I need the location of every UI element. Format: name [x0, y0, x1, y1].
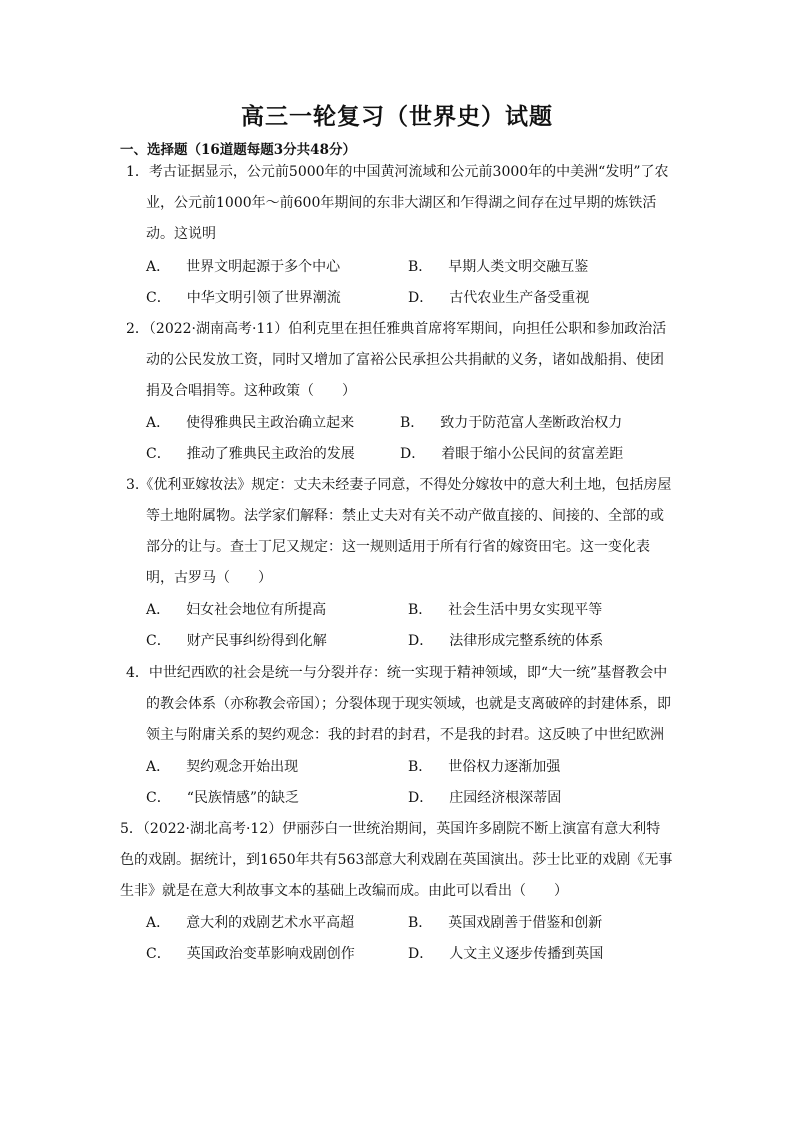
- option-c[interactable]: [146, 283, 341, 314]
- option-d[interactable]: [400, 439, 623, 470]
- option-text: 致力于防范富人垄断政治权力: [440, 415, 623, 431]
- option-d[interactable]: [408, 783, 561, 814]
- option-letter: C．: [146, 633, 171, 649]
- option-d[interactable]: [408, 939, 603, 970]
- question-1-stem: [126, 157, 674, 250]
- page-title: 高三一轮复习（世界史）试题: [241, 103, 553, 130]
- option-a[interactable]: [146, 408, 354, 439]
- option-text: 法律形成完整系统的体系: [449, 633, 604, 649]
- option-letter: C．: [146, 446, 171, 462]
- question-stem: 2．（2022·湖南高考·11）伯利克里在担任雅典首席将军期间，向担任公职和参加政治活动的公民发放工资，同时又增加了富裕公民承担公共捐献的义务，诸如战船捐、使团捐及合唱捐等。这种政策（ ）: [126, 321, 667, 399]
- option-text: 中华文明引领了世界潮流: [186, 290, 341, 306]
- option-b[interactable]: [408, 752, 560, 783]
- question-3-options: [146, 595, 706, 657]
- question-stem: 1．考古证据显示，公元前5000年的中国黄河流域和公元前3000年的中美洲“发明”了农业，公元前1000年～前600年期间的东非大湖区和乍得湖之间存在过早期的炼铁活动。这说明: [126, 164, 669, 242]
- option-text: 英国政治变革影响戏剧创作: [186, 946, 355, 962]
- option-c[interactable]: [146, 939, 355, 970]
- section-heading: 一、选择题（16道题每题3分共48分）: [120, 142, 356, 158]
- option-text: 世俗权力逐渐加强: [448, 759, 561, 775]
- option-letter: A．: [146, 602, 171, 618]
- option-text: 着眼于缩小公民间的贫富差距: [441, 446, 624, 462]
- option-text: 意大利的戏剧艺术水平高超: [186, 915, 355, 931]
- option-letter: B．: [408, 259, 433, 275]
- option-d[interactable]: [408, 283, 589, 314]
- option-b[interactable]: [408, 252, 588, 283]
- option-text: 早期人类文明交融互鉴: [448, 259, 589, 275]
- option-letter: A．: [146, 759, 171, 775]
- option-letter: D．: [408, 790, 434, 806]
- question-stem: 4．中世纪西欧的社会是统一与分裂并存：统一实现于精神领域，即“大一统”基督教会中的教会体系（亦称教会帝国）；分裂体现于现实领域，也就是支离破碎的封建体系，即领主与附庸关系的契约观念：我的封君的封君，不是我的封君。这反映了中世纪欧洲: [126, 665, 671, 743]
- option-letter: A．: [146, 259, 171, 275]
- question-2-options: [146, 408, 706, 470]
- question-5-options: [146, 908, 706, 970]
- option-letter: A．: [146, 915, 171, 931]
- question-5-stem: [120, 814, 674, 907]
- option-b[interactable]: [400, 408, 622, 439]
- question-stem: 3.《优利亚嫁妆法》规定：丈夫未经妻子同意，不得处分嫁妆中的意大利土地，包括房屋等土地附属物。法学家们解释：禁止丈夫对有关不动产做直接的、间接的、全部的或部分的让与。查士丁尼又规定：这一规则适用于所有行省的嫁资田宅。这一变化表明，古罗马（ ）: [126, 477, 672, 586]
- option-letter: B．: [408, 759, 433, 775]
- option-letter: D．: [408, 290, 434, 306]
- option-c[interactable]: [146, 626, 327, 657]
- option-c[interactable]: [146, 439, 355, 470]
- option-text: 古代农业生产备受重视: [449, 290, 590, 306]
- question-4-options: [146, 752, 706, 814]
- option-a[interactable]: [146, 752, 298, 783]
- option-letter: C．: [146, 290, 171, 306]
- option-text: 英国戏剧善于借鉴和创新: [448, 915, 603, 931]
- question-4-stem: [126, 658, 674, 751]
- option-letter: B．: [408, 602, 433, 618]
- option-text: 使得雅典民主政治确立起来: [186, 415, 355, 431]
- question-1-options: [146, 252, 706, 314]
- option-text: 契约观念开始出现: [186, 759, 299, 775]
- question-2-stem: [126, 314, 674, 407]
- option-letter: D．: [408, 946, 434, 962]
- option-text: 推动了雅典民主政治的发展: [186, 446, 355, 462]
- option-text: 人文主义逐步传播到英国: [449, 946, 604, 962]
- option-text: 财产民事纠纷得到化解: [186, 633, 327, 649]
- option-letter: B．: [400, 415, 425, 431]
- option-text: “民族情感”的缺乏: [186, 790, 300, 806]
- option-d[interactable]: [408, 626, 603, 657]
- option-letter: D．: [400, 446, 426, 462]
- option-text: 庄园经济根深蒂固: [449, 790, 562, 806]
- option-letter: C．: [146, 790, 171, 806]
- option-a[interactable]: [146, 908, 354, 939]
- option-a[interactable]: [146, 252, 340, 283]
- option-letter: A．: [146, 415, 171, 431]
- option-a[interactable]: [146, 595, 326, 626]
- question-stem: 5．（2022·湖北高考·12）伊丽莎白一世统治期间，英国许多剧院不断上演富有意大利特色的戏剧。据统计，到1650年共有563部意大利戏剧在英国演出。莎士比亚的戏剧《无事生非》就是在意大利故事文本的基础上改编而成。由此可以看出（ ）: [120, 821, 673, 899]
- option-text: 世界文明起源于多个中心: [186, 259, 341, 275]
- option-letter: B．: [408, 915, 433, 931]
- option-c[interactable]: [146, 783, 299, 814]
- option-b[interactable]: [408, 595, 602, 626]
- option-letter: C．: [146, 946, 171, 962]
- question-3-stem: [126, 470, 674, 594]
- option-text: 妇女社会地位有所提高: [186, 602, 327, 618]
- option-b[interactable]: [408, 908, 602, 939]
- option-letter: D．: [408, 633, 434, 649]
- option-text: 社会生活中男女实现平等: [448, 602, 603, 618]
